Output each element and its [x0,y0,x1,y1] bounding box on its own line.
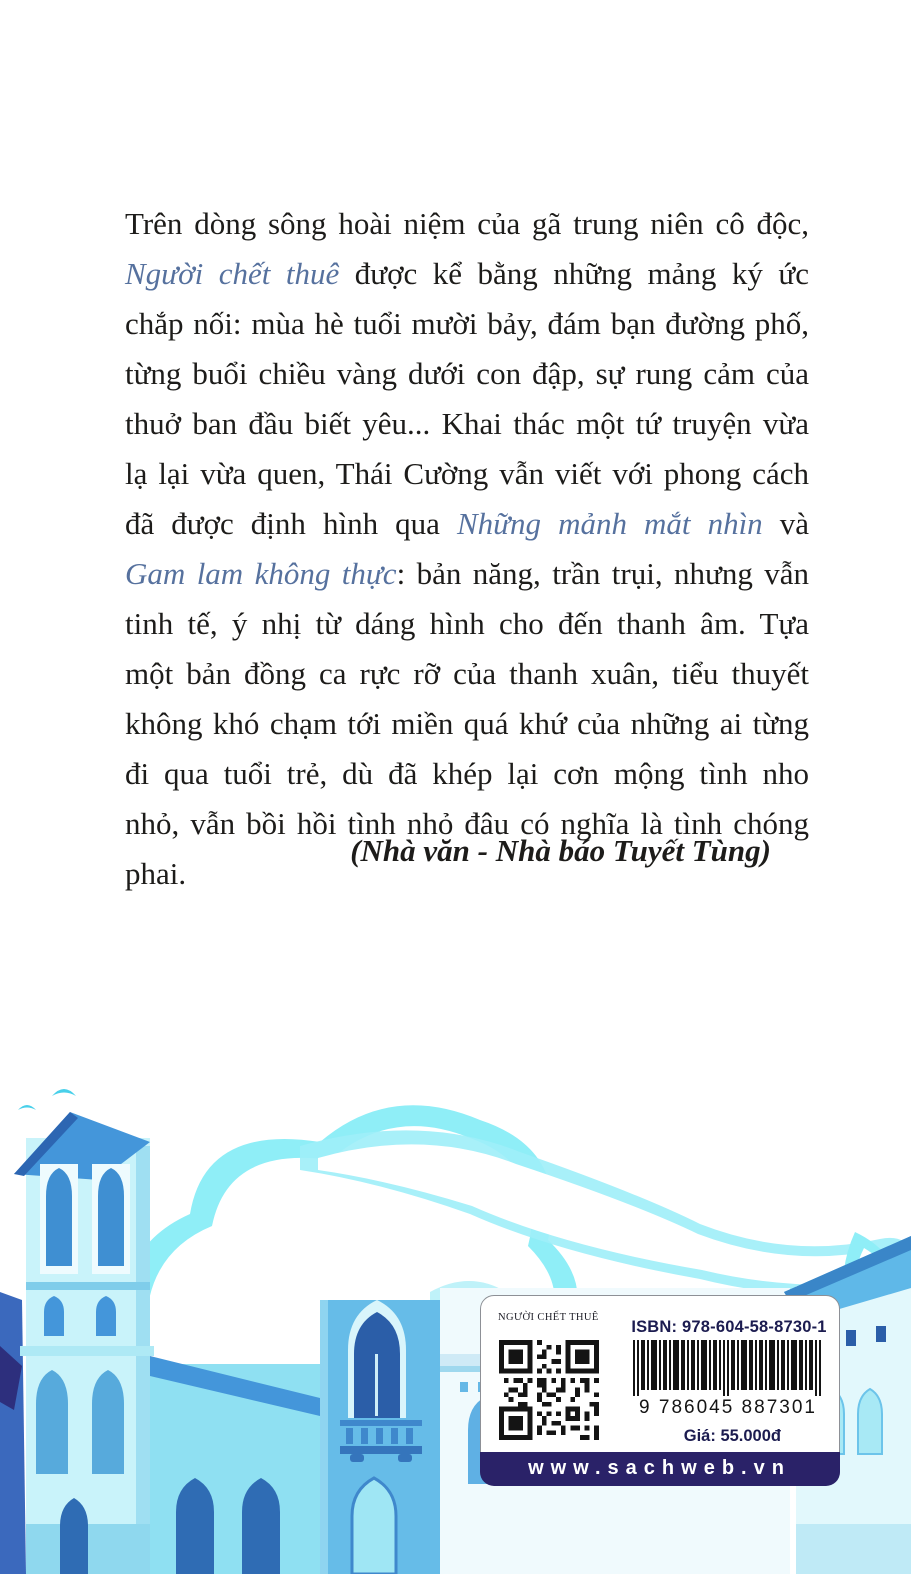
attribution-text: (Nhà văn - Nhà báo Tuyết Tùng) [350,833,771,868]
label-book-title: NGƯỜI CHẾT THUÊ [498,1312,599,1323]
qr-code-icon [499,1340,599,1440]
blurb-text: và [762,506,809,541]
bird-icon [18,1105,36,1110]
isbn-label: ISBN: 978-604-58-8730-1 [631,1318,827,1336]
ean-barcode [633,1340,823,1418]
blurb-paragraph [125,199,809,899]
website-bar [480,1452,840,1486]
barcode-digits: 9 786045 887301 [633,1397,823,1419]
website-text: www.sachweb.vn [528,1457,791,1479]
attribution [125,828,809,874]
inline-book-title: Người chết thuê [125,256,340,291]
blurb-text: : bản năng, trần trụi, nhưng vẫn tinh tế, ý nhị từ dáng hình cho đến thanh âm. Tựa một bản đồng ca rực rỡ của thanh xuân, tiểu thuyết không khó chạm tới miền quá khứ của những ai từng đi qua tuổi trẻ, dù đã khép lại cơn mộng tình nho nhỏ, vẫn bồi hồi tình nhỏ đâu có nghĩa là tình chóng phai. [125,556,809,891]
bird-icon [52,1089,76,1096]
inline-book-title: Những mảnh mắt nhìn [456,506,763,541]
price-text: Giá: 55.000đ [683,1427,781,1445]
price-label [480,1295,840,1485]
blurb-text: Trên dòng sông hoài niệm của gã trung niên cô độc, [125,206,809,241]
inline-book-title: Gam lam không thực [125,556,397,591]
blurb-text: được kể bằng những mảng ký ức chắp nối: mùa hè tuổi mười bảy, đám bạn đường phố, từng buổi chiều vàng dưới con đập, sự rung cảm của thuở ban đầu biết yêu... Khai thác một tứ truyện vừa lạ lại vừa quen, Thái Cường vẫn viết với phong cách đã được định hình qua [125,256,809,541]
